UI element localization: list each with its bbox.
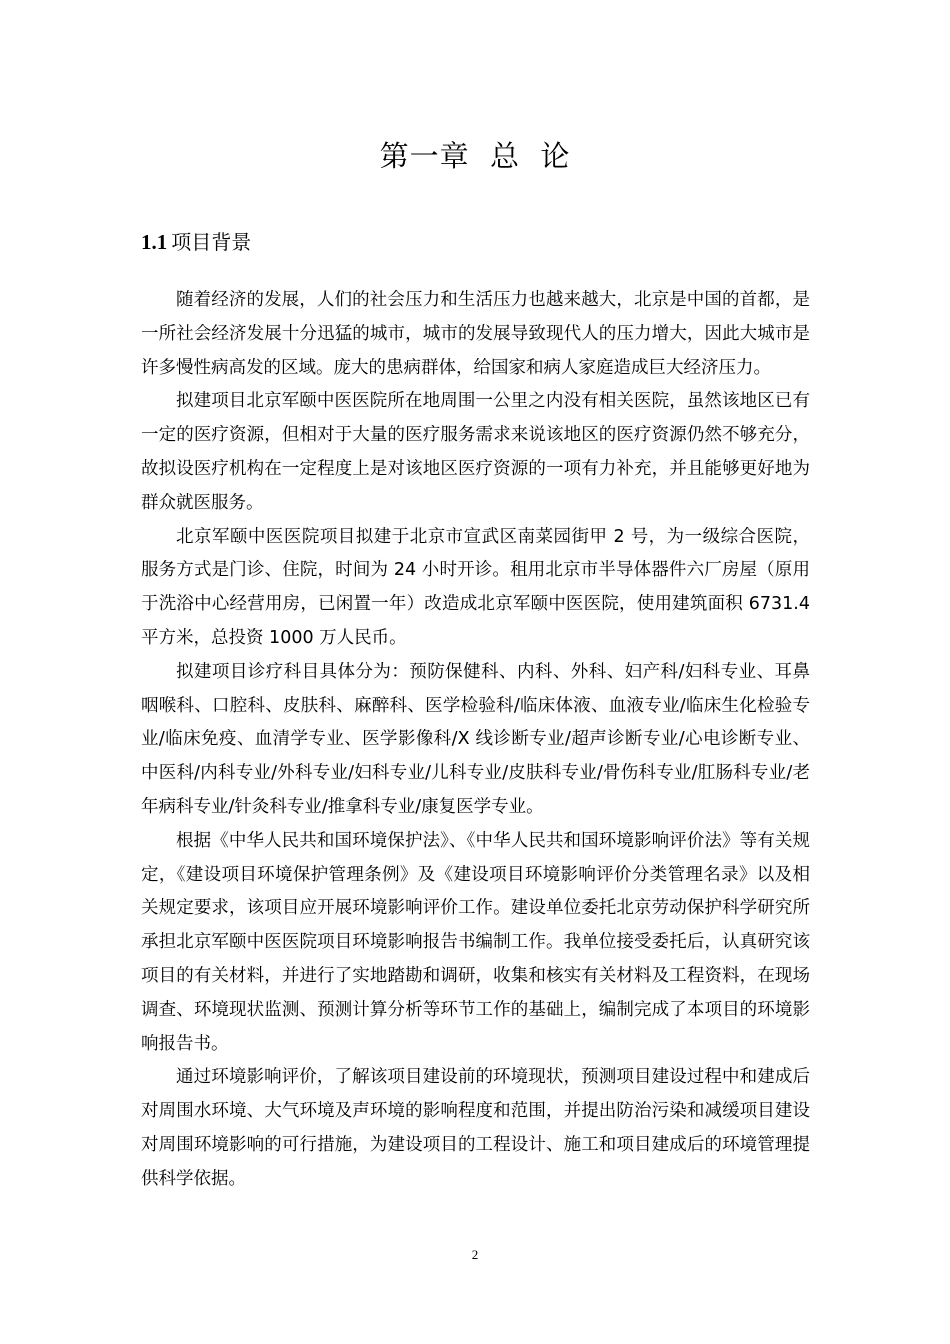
section-number: 1.1 (141, 230, 168, 254)
paragraph: 根据《中华人民共和国环境保护法》、《中华人民共和国环境影响评价法》等有关规定，《建设项目环境保护管理条例》及《建设项目环境影响评价分类管理名录》以及相关规定要求，该项目应开展环境影响评价工作。建设单位委托北京劳动保护科学研究所承担北京军颐中医医院项目环境影响报告书编制工作。我单位接受委托后，认真研究该项目的有关材料，并进行了实地踏勘和调研，收集和核实有关材料及工程资料，在现场调查、环境现状监测、预测计算分析等环节工作的基础上，编制完成了本项目的环境影响报告书。 (141, 830, 810, 1054)
chapter-title: 第一章 总 论 (379, 139, 571, 173)
paragraph: 北京军颐中医医院项目拟建于北京市宣武区南菜园街甲 2 号，为一级综合医院，服务方式是门诊、住院，时间为 24 小时开诊。租用北京市半导体器件六厂房屋（原用于洗浴中心经营用房，已闲置一年）改造成北京军颐中医医院，使用建筑面积 6731.4 平方米，总投资 1000 万人民币。 (141, 526, 810, 648)
section-title: 项目背景 (171, 230, 252, 254)
page-number: 2 (471, 1247, 479, 1262)
body-text (141, 284, 810, 1197)
paragraph: 通过环境影响评价，了解该项目建设前的环境现状，预测项目建设过程中和建成后对周围水环境、大气环境及声环境的影响程度和范围，并提出防治污染和减缓项目建设对周围环境影响的可行措施，为建设项目的工程设计、施工和项目建成后的环境管理提供科学依据。 (141, 1067, 810, 1189)
section-heading (141, 225, 251, 259)
paragraph: 随着经济的发展，人们的社会压力和生活压力也越来越大，北京是中国的首都，是一所社会经济发展十分迅猛的城市，城市的发展导致现代人的压力增大，因此大城市是许多慢性病高发的区域。庞大的患病群体，给国家和病人家庭造成巨大经济压力。 (141, 290, 810, 378)
paragraph: 拟建项目北京军颐中医医院所在地周围一公里之内没有相关医院，虽然该地区已有一定的医疗资源，但相对于大量的医疗服务需求来说该地区的医疗资源仍然不够充分，故拟设医疗机构在一定程度上是对该地区医疗资源的一项有力补充，并且能够更好地为群众就医服务。 (141, 391, 810, 513)
paragraph: 拟建项目诊疗科目具体分为：预防保健科、内科、外科、妇产科/妇科专业、耳鼻咽喉科、口腔科、皮肤科、麻醉科、医学检验科/临床体液、血液专业/临床生化检验专业/临床免疫、血清学专业、医学影像科/X 线诊断专业/超声诊断专业/心电诊断专业、中医科/内科专业/外科专业/妇科专业/儿科专业/皮肤科专业/骨伤科专业/肛肠科专业/老年病科专业/针灸科专业/推拿科专业/康复医学专业。 (141, 661, 810, 817)
